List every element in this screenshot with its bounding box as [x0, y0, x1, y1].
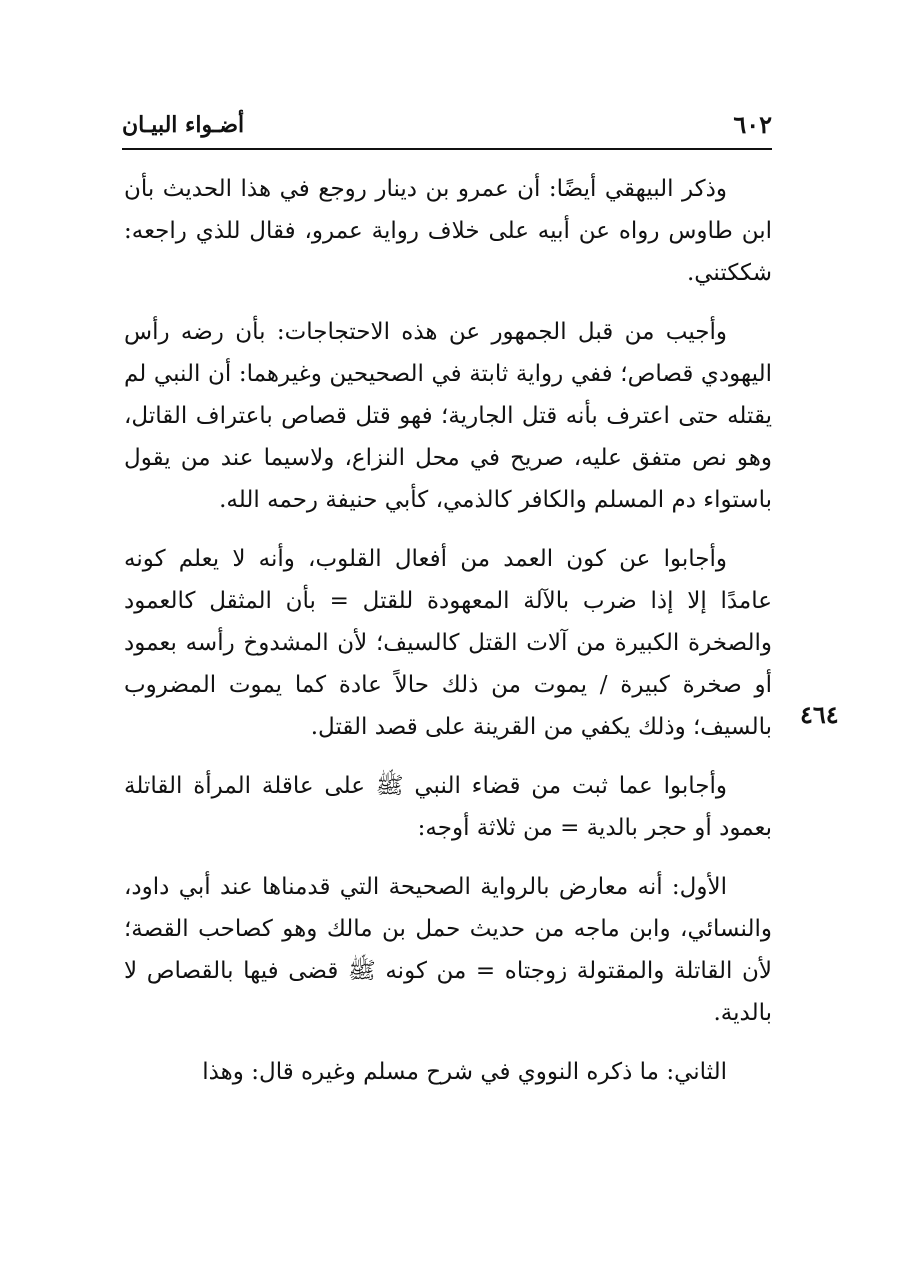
paragraph: وأجابوا عما ثبت من قضاء النبي ﷺ على عاقلة المرأة القاتلة بعمود أو حجر بالدية = من ثلاثة أوجه: — [124, 773, 772, 841]
paragraph: الأول: أنه معارض بالرواية الصحيحة التي قدمناها عند أبي داود، والنسائي، وابن ماجه من حديث حمل بن مالك وهو كصاحب القصة؛ لأن القاتلة والمقتولة زوجتاه = من كونه ﷺ قضى فيها بالقصاص لا بالدية. — [124, 874, 772, 1026]
main-text — [124, 168, 772, 1110]
page-header — [122, 108, 772, 150]
paragraph: وذكر البيهقي أيضًا: أن عمرو بن دينار روجع في هذا الحديث بأن ابن طاوس رواه عن أبيه على خلاف رواية عمرو، فقال للذي راجعه: شككتني. — [124, 176, 772, 286]
book-title: أضـواء البيـان — [122, 112, 245, 138]
paragraph: وأجيب من قبل الجمهور عن هذه الاحتجاجات: بأن رضه رأس اليهودي قصاص؛ ففي رواية ثابتة في الصحيحين وغيرهما: أن النبي لم يقتله حتى اعترف بأنه قتل الجارية؛ فهو قتل قصاص باعتراف القاتل، وهو نص متفق عليه، صريح في محل النزاع، ولاسيما عند من يقول باستواء دم المسلم والكافر كالذمي، كأبي حنيفة رحمه الله. — [124, 319, 772, 513]
margin-reference-number: ٤٦٤ — [800, 700, 839, 729]
page-number: ٦٠٢ — [733, 110, 772, 139]
paragraph: الثاني: ما ذكره النووي في شرح مسلم وغيره قال: وهذا — [202, 1059, 727, 1085]
paragraph: وأجابوا عن كون العمد من أفعال القلوب، وأنه لا يعلم كونه عامدًا إلا إذا ضرب بالآلة المعهودة للقتل = بأن المثقل كالعمود والصخرة الكبيرة من آلات القتل كالسيف؛ لأن المشدوخ رأسه بعمود أو صخرة كبيرة / يموت من ذلك حالاً عادة كما يموت المضروب بالسيف؛ وذلك يكفي من القرينة على قصد القتل. — [124, 546, 772, 740]
